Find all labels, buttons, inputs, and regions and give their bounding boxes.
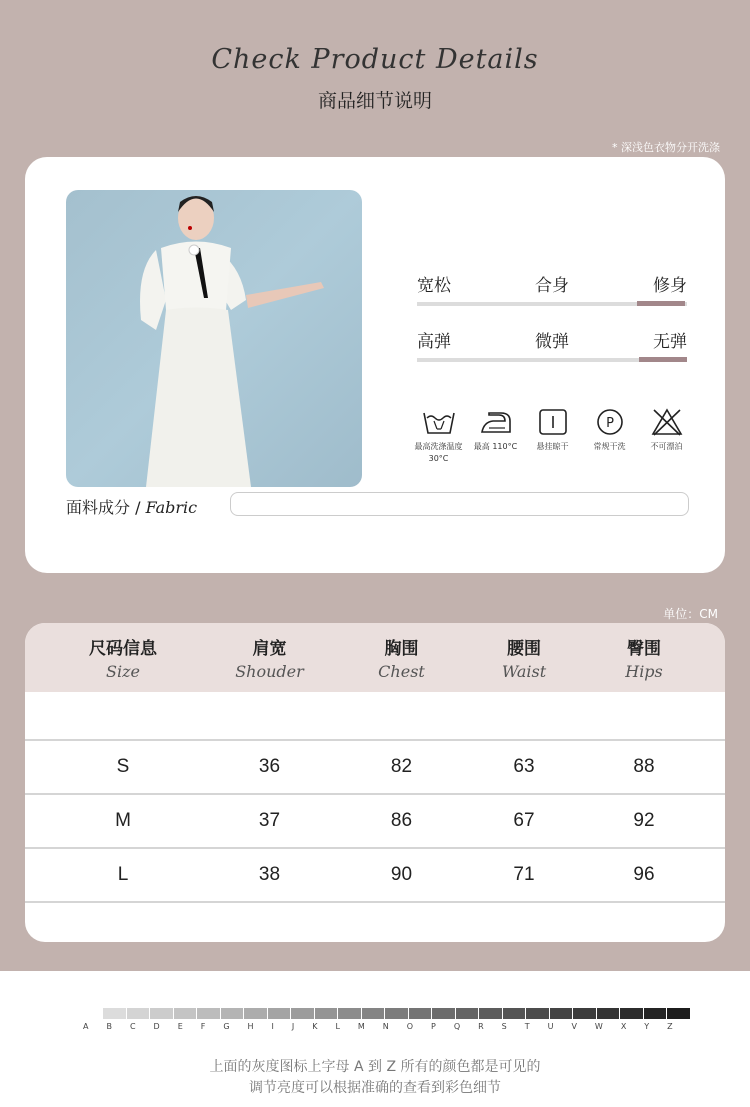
fit-scale bbox=[417, 271, 687, 306]
gray-swatch bbox=[667, 1008, 691, 1019]
gray-letter: P bbox=[431, 1022, 436, 1031]
gray-swatch bbox=[526, 1008, 550, 1019]
footer-line-2: 调节亮度可以根据准确的查看到彩色细节 bbox=[249, 1080, 501, 1096]
gray-letter: Q bbox=[453, 1022, 461, 1031]
care-nobleach-label: 不可漂泊 bbox=[650, 442, 683, 451]
col-hips-cn: 臀围 bbox=[627, 639, 661, 659]
gray-letter: N bbox=[382, 1022, 389, 1031]
care-wash-label: 最高洗涤温度 bbox=[414, 442, 463, 451]
elastic-track bbox=[417, 358, 687, 362]
cell-hips: 96 bbox=[633, 864, 655, 885]
col-chest bbox=[318, 623, 485, 692]
table-row bbox=[25, 795, 725, 849]
gray-letter: C bbox=[129, 1022, 136, 1031]
cell-size: S bbox=[116, 756, 130, 777]
size-table-header bbox=[25, 623, 725, 692]
fit-track bbox=[417, 302, 687, 306]
col-hips bbox=[563, 623, 725, 692]
size-table-body bbox=[25, 692, 725, 942]
iron-icon bbox=[479, 407, 513, 437]
care-item-hang bbox=[524, 407, 581, 465]
gray-letter: G bbox=[223, 1022, 230, 1031]
grayscale-letters bbox=[83, 1022, 673, 1031]
table-row-spacer bbox=[25, 903, 725, 942]
care-item-nobleach bbox=[638, 407, 695, 465]
gray-swatch bbox=[221, 1008, 245, 1019]
unit-note: 单位：CM bbox=[663, 607, 718, 621]
cell-chest: 90 bbox=[390, 864, 413, 885]
care-hang-label: 悬挂晾干 bbox=[536, 442, 569, 451]
gray-letter: R bbox=[478, 1022, 484, 1031]
gray-swatch bbox=[644, 1008, 668, 1019]
care-item-wash bbox=[410, 407, 467, 465]
elastic-high-label: 高弹 bbox=[417, 332, 451, 352]
cell-hips: 88 bbox=[633, 756, 655, 777]
gray-letter: Z bbox=[667, 1022, 673, 1031]
table-row bbox=[25, 849, 725, 903]
dry-clean-icon bbox=[593, 407, 627, 437]
cell-shoulder: 36 bbox=[258, 756, 281, 777]
gray-swatch bbox=[456, 1008, 480, 1019]
col-chest-cn: 胸围 bbox=[384, 639, 419, 659]
gray-letter: U bbox=[547, 1022, 554, 1031]
col-hips-en: Hips bbox=[625, 662, 663, 681]
gray-swatch bbox=[503, 1008, 527, 1019]
care-wash-temp: 30°C bbox=[428, 454, 449, 463]
cell-size: L bbox=[117, 864, 129, 885]
cell-chest: 82 bbox=[390, 756, 413, 777]
gray-letter: V bbox=[571, 1022, 577, 1031]
product-photo bbox=[66, 190, 362, 487]
gray-swatch bbox=[479, 1008, 503, 1019]
gray-letter: M bbox=[357, 1022, 365, 1031]
wash-note: * 深浅色衣物分开洗涤 bbox=[612, 141, 720, 154]
details-card bbox=[25, 157, 725, 573]
gray-letter: W bbox=[594, 1022, 603, 1031]
footer-line-1: 上面的灰度图标上字母 A 到 Z 所有的颜色都是可见的 bbox=[209, 1059, 541, 1075]
gray-swatch bbox=[315, 1008, 339, 1019]
cell-waist: 63 bbox=[513, 756, 535, 777]
grayscale-section bbox=[0, 971, 750, 1107]
care-dryclean-label: 常规干洗 bbox=[593, 442, 626, 451]
gray-letter: L bbox=[335, 1022, 340, 1031]
model-illustration bbox=[66, 190, 362, 487]
gray-letter: A bbox=[83, 1022, 89, 1031]
gray-swatch bbox=[573, 1008, 597, 1019]
gray-letter: J bbox=[291, 1022, 295, 1031]
gray-swatch bbox=[197, 1008, 221, 1019]
cell-waist: 67 bbox=[513, 810, 535, 831]
col-shoulder bbox=[221, 623, 318, 692]
gray-letter: X bbox=[620, 1022, 627, 1031]
col-waist-cn: 腰围 bbox=[507, 639, 541, 659]
gray-swatch bbox=[127, 1008, 151, 1019]
gray-swatch bbox=[362, 1008, 386, 1019]
care-item-dryclean bbox=[581, 407, 638, 465]
gray-swatch bbox=[268, 1008, 292, 1019]
svg-text:P: P bbox=[605, 416, 614, 431]
gray-letter: T bbox=[524, 1022, 530, 1031]
size-table bbox=[25, 623, 725, 942]
col-waist bbox=[485, 623, 563, 692]
gray-swatch bbox=[103, 1008, 127, 1019]
gray-letter: O bbox=[406, 1022, 414, 1031]
no-bleach-icon bbox=[650, 407, 684, 437]
cell-size: M bbox=[115, 810, 131, 831]
title-chinese: 商品细节说明 bbox=[317, 90, 432, 112]
gray-swatch bbox=[409, 1008, 433, 1019]
gray-swatch bbox=[620, 1008, 644, 1019]
hang-dry-icon bbox=[536, 407, 570, 437]
fabric-label-en: Fabric bbox=[145, 498, 198, 517]
gray-swatch bbox=[550, 1008, 574, 1019]
fit-slim-label: 修身 bbox=[653, 276, 687, 296]
col-chest-en: Chest bbox=[378, 662, 425, 681]
title-english: Check Product Details bbox=[211, 44, 539, 75]
care-iron-label: 最高 110°C bbox=[473, 442, 518, 451]
cell-chest: 86 bbox=[390, 810, 413, 831]
fit-loose-label: 宽松 bbox=[417, 276, 451, 296]
gray-swatch bbox=[244, 1008, 268, 1019]
gray-swatch bbox=[385, 1008, 409, 1019]
col-size-cn: 尺码信息 bbox=[89, 639, 157, 659]
grayscale-bar bbox=[103, 1008, 691, 1019]
gray-swatch bbox=[432, 1008, 456, 1019]
table-row-spacer bbox=[25, 692, 725, 741]
gray-swatch bbox=[174, 1008, 198, 1019]
col-size bbox=[25, 623, 221, 692]
cell-shoulder: 38 bbox=[258, 864, 281, 885]
fabric-label bbox=[66, 495, 197, 518]
gray-letter: B bbox=[106, 1022, 112, 1031]
table-row bbox=[25, 741, 725, 795]
elastic-slight-label: 微弹 bbox=[535, 332, 569, 352]
care-item-iron bbox=[467, 407, 524, 465]
fabric-value-box bbox=[230, 492, 689, 516]
col-size-en: Size bbox=[106, 662, 140, 681]
gray-letter: F bbox=[200, 1022, 206, 1031]
gray-letter: S bbox=[501, 1022, 507, 1031]
gray-swatch bbox=[597, 1008, 621, 1019]
wash-tub-icon bbox=[422, 407, 456, 437]
gray-letter: D bbox=[153, 1022, 160, 1031]
gray-letter: Y bbox=[644, 1022, 650, 1031]
cell-hips: 92 bbox=[633, 810, 655, 831]
gray-swatch bbox=[338, 1008, 362, 1019]
col-shoulder-cn: 肩宽 bbox=[252, 639, 287, 659]
col-waist-en: Waist bbox=[501, 662, 547, 681]
elastic-none-label: 无弹 bbox=[653, 332, 687, 352]
gray-letter: E bbox=[177, 1022, 183, 1031]
cell-shoulder: 37 bbox=[258, 810, 281, 831]
gray-letter: K bbox=[312, 1022, 318, 1031]
fabric-label-cn: 面料成分 / bbox=[66, 498, 141, 517]
fit-indicator bbox=[637, 301, 685, 306]
fit-regular-label: 合身 bbox=[535, 276, 569, 296]
gray-swatch bbox=[291, 1008, 315, 1019]
elastic-scale bbox=[417, 327, 687, 362]
gray-letter: H bbox=[247, 1022, 254, 1031]
gray-swatch bbox=[150, 1008, 174, 1019]
cell-waist: 71 bbox=[513, 864, 535, 885]
elastic-indicator bbox=[639, 357, 687, 362]
care-icons bbox=[410, 407, 695, 465]
col-shoulder-en: Shouder bbox=[235, 662, 304, 681]
gray-letter: I bbox=[271, 1022, 274, 1031]
